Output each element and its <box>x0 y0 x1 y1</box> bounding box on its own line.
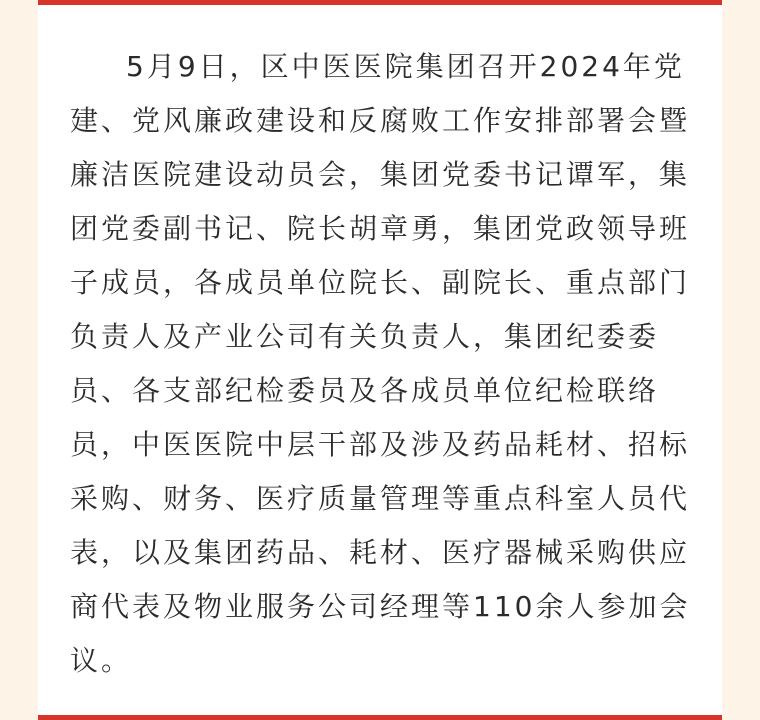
paragraph-line: 商代表及物业服务公司经理等110余人参加会 <box>70 590 691 623</box>
paragraph-line: 表，以及集团药品、耗材、医疗器械采购供应 <box>70 536 691 569</box>
paragraph-line: 廉洁医院建设动员会，集团党委书记谭军，集 <box>70 158 691 191</box>
paragraph-line: 员，中医医院中层干部及涉及药品耗材、招标 <box>70 428 691 461</box>
paragraph-line: 员、各支部纪检委员及各成员单位纪检联络 <box>70 374 660 407</box>
bottom-accent-rule <box>38 715 722 720</box>
article-paragraph <box>70 40 694 688</box>
paragraph-line: 5月9日，区中医医院集团召开2024年党 <box>126 50 685 83</box>
top-accent-rule <box>38 0 722 5</box>
paragraph-line: 子成员，各成员单位院长、副院长、重点部门 <box>70 266 691 299</box>
paragraph-line: 团党委副书记、院长胡章勇，集团党政领导班 <box>70 212 691 245</box>
paragraph-line: 采购、财务、医疗质量管理等重点科室人员代 <box>70 482 691 515</box>
paragraph-line: 建、党风廉政建设和反腐败工作安排部署会暨 <box>70 104 691 137</box>
paragraph-line: 议。 <box>70 644 133 677</box>
paragraph-line: 负责人及产业公司有关负责人，集团纪委委 <box>70 320 660 353</box>
